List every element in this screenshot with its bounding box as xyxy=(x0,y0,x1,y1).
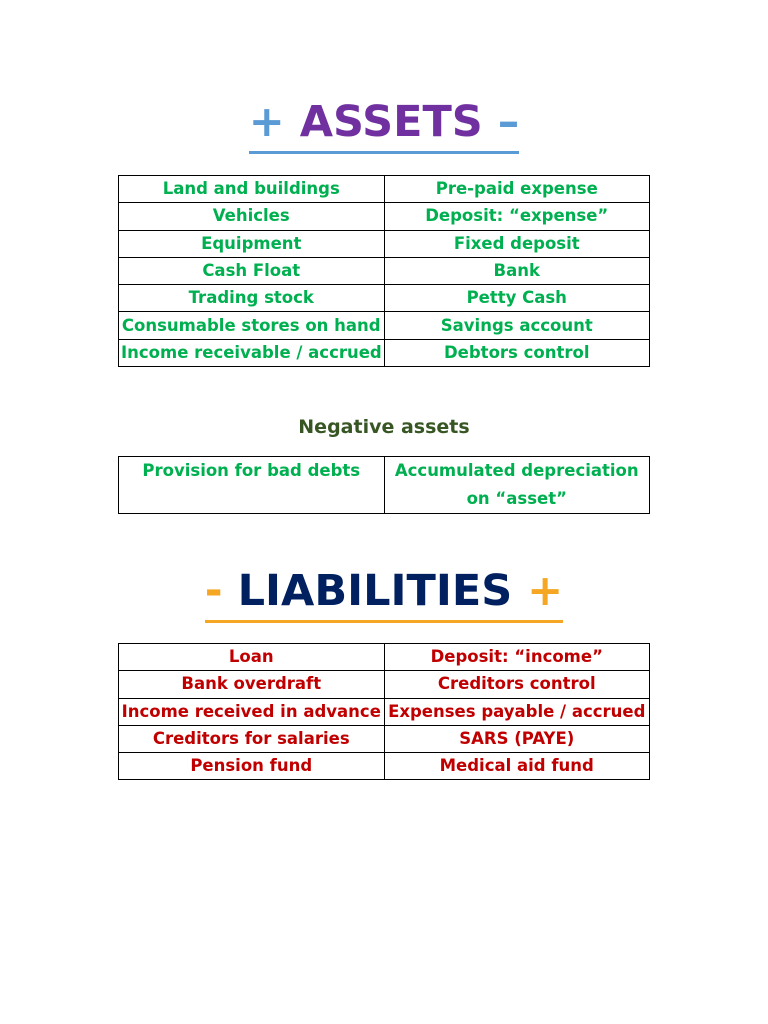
assets-table-row xyxy=(119,339,650,366)
assets-heading xyxy=(0,94,768,154)
table-cell: Savings account xyxy=(384,312,650,339)
liabilities-table-row xyxy=(119,644,650,671)
table-cell: Income received in advance xyxy=(119,698,385,725)
liabilities-table-row xyxy=(119,725,650,752)
table-cell: SARS (PAYE) xyxy=(384,725,650,752)
assets-table-row xyxy=(119,312,650,339)
table-cell: Pre-paid expense xyxy=(384,176,650,203)
assets-title: ASSETS xyxy=(299,97,483,147)
liabilities-table-row xyxy=(119,753,650,780)
negative-assets-heading xyxy=(0,413,768,441)
assets-table-row xyxy=(119,203,650,230)
table-cell: Deposit: “income” xyxy=(384,644,650,671)
assets-table-row xyxy=(119,176,650,203)
table-cell: Cash Float xyxy=(119,257,385,284)
table-cell: Deposit: “expense” xyxy=(384,203,650,230)
table-cell: Vehicles xyxy=(119,203,385,230)
table-cell: Land and buildings xyxy=(119,176,385,203)
table-cell: Pension fund xyxy=(119,753,385,780)
table-cell: Loan xyxy=(119,644,385,671)
table-cell: Provision for bad debts xyxy=(119,457,385,514)
liabilities-table-row xyxy=(119,698,650,725)
liabilities-minus-sign: - xyxy=(204,566,223,616)
table-cell: Income receivable / accrued xyxy=(119,339,385,366)
liabilities-heading xyxy=(0,563,768,623)
assets-table-row xyxy=(119,257,650,284)
assets-plus-sign: + xyxy=(248,97,285,147)
table-cell: Petty Cash xyxy=(384,285,650,312)
liabilities-plus-sign: + xyxy=(527,566,564,616)
table-cell: Accumulated depreciation on “asset” xyxy=(384,457,650,514)
table-cell: Consumable stores on hand xyxy=(119,312,385,339)
table-cell: Bank xyxy=(384,257,650,284)
table-cell: Debtors control xyxy=(384,339,650,366)
table-cell: Equipment xyxy=(119,230,385,257)
table-cell: Medical aid fund xyxy=(384,753,650,780)
table-cell: Trading stock xyxy=(119,285,385,312)
assets-heading-underlined xyxy=(249,94,519,154)
table-cell: Creditors control xyxy=(384,671,650,698)
negative-assets-title: Negative assets xyxy=(298,416,470,438)
assets-table-row xyxy=(119,230,650,257)
table-cell: Expenses payable / accrued xyxy=(384,698,650,725)
assets-minus-sign: – xyxy=(497,97,520,147)
liabilities-title: LIABILITIES xyxy=(237,566,513,616)
table-cell: Creditors for salaries xyxy=(119,725,385,752)
liabilities-heading-underlined xyxy=(205,563,563,623)
table-cell: Fixed deposit xyxy=(384,230,650,257)
liabilities-table xyxy=(118,643,650,780)
table-cell: Bank overdraft xyxy=(119,671,385,698)
assets-table-row xyxy=(119,285,650,312)
assets-table xyxy=(118,175,650,367)
negative-assets-table xyxy=(118,456,650,514)
liabilities-table-row xyxy=(119,671,650,698)
negative-assets-table-row xyxy=(119,457,650,514)
